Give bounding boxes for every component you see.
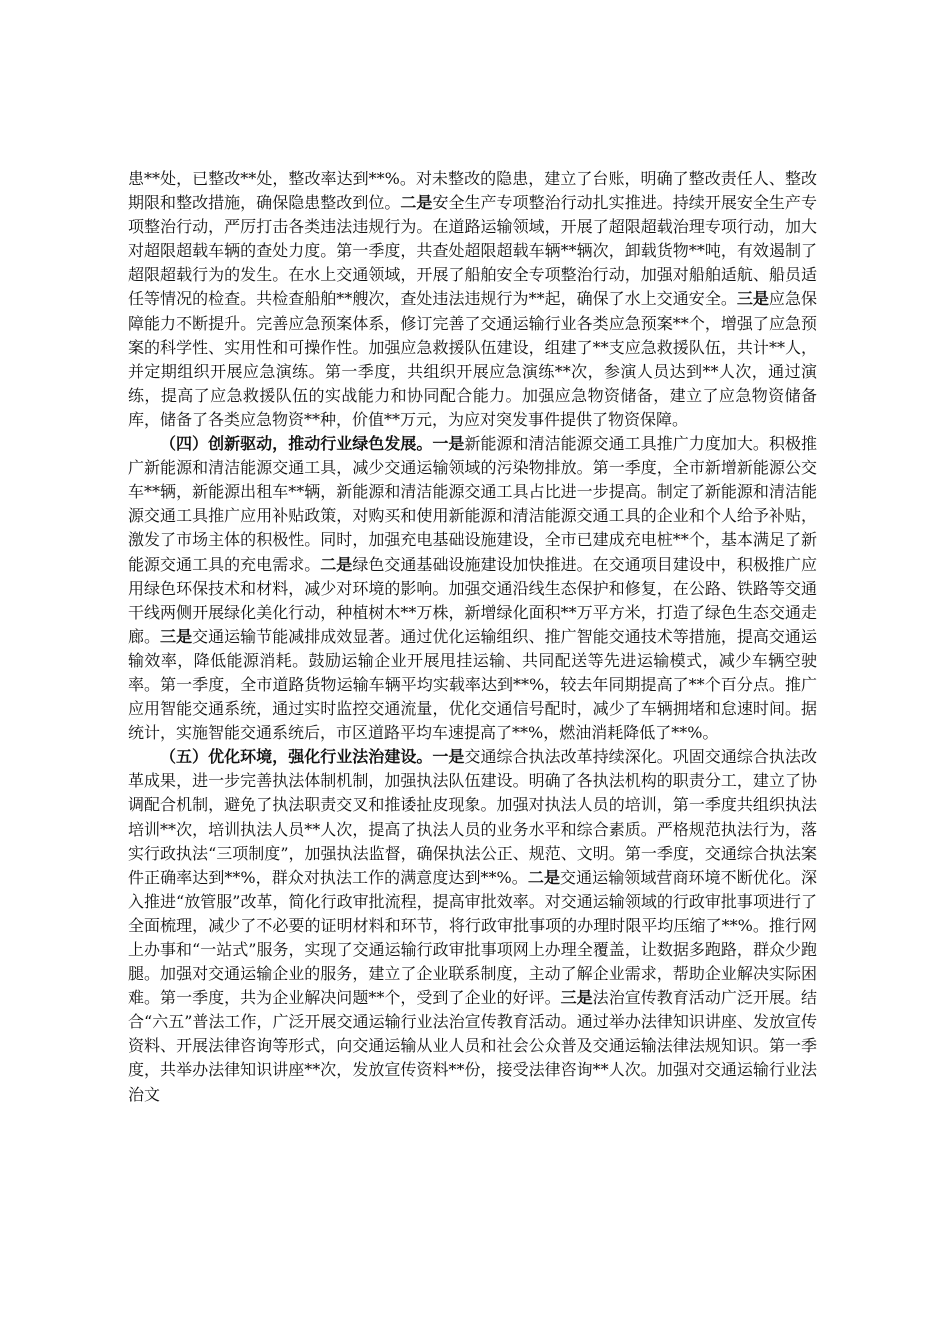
text-run: 交通运输领域营商环境不断优化。深入推进“放管服”改革，简化行政审批流程，提高审批效率。对交通运输领域的行政审批事项进行了全面梳理，减少了不必要的证明材料和环节，将行政审批事项的办理时限平均压缩了**%。推行网上办事和“一站式”服务，实现了交通运输行政审批事项网上办理全覆盖，让数据多跑路，群众少跑腿。加强对交通运输企业的服务，建立了企业联系制度，主动了解企业需求，帮助企业解决实际困难。第一季度，共为企业解决问题**个，受到了企业的好评。 xyxy=(128,867,817,1008)
text-run: 法治宣传教育活动广泛开展。结合“六五”普法工作，广泛开展交通运输行业法治宣传教育活动。通过举办法律知识讲座、发放宣传资料、开展法律咨询等形式，向交通运输从业人员和社会公众普及交通运输法律法规知识。第一季度，共举办法律知识讲座**次，发放宣传资料**份，接受法律咨询**人次。加强对交通运输行业法治文 xyxy=(128,988,817,1104)
paragraph-2 xyxy=(128,432,817,745)
bold-text-run: 三是 xyxy=(560,988,593,1008)
bold-text-run: 三是 xyxy=(736,289,769,309)
text-run: 应急保障能力不断提升。完善应急预案体系，修订完善了交通运输行业各类应急预案**个，增强了应急预案的科学性、实用性和可操作性。加强应急救援队伍建设，组建了**支应急救援队伍，共计**人，并定期组织开展应急演练。第一季度，共组织开展应急演练**次，参演人员达到**人次，通过演练，提高了应急救援队伍的实战能力和协同配合能力。加强应急物资储备，建立了应急物资储备库，储备了各类应急物资**种，价值**万元，为应对突发事件提供了物资保障。 xyxy=(128,289,817,429)
text-run: 安全生产专项整治行动扎实推进。持续开展安全生产专项整治行动，严厉打击各类违法违规行为。在道路运输领域，开展了超限超载治理专项行动，加大对超限超载车辆的查处力度。第一季度，共查处超限超载车辆**辆次，卸载货物**吨，有效遏制了超限超载行为的发生。在水上交通领域，开展了船舶安全专项整治行动，加强对船舶适航、船员适任等情况的检查。共检查船舶**艘次，查处违法违规行为**起，确保了水上交通安全。 xyxy=(128,193,817,309)
document-body xyxy=(128,167,817,1107)
bold-text-run: （四）创新驱动，推动行业绿色发展。 xyxy=(160,434,433,454)
bold-text-run: 三是 xyxy=(160,626,193,646)
text-run: 新能源和清洁能源交通工具推广力度加大。积极推广新能源和清洁能源交通工具，减少交通运输领域的污染物排放。第一季度，全市新增新能源公交车**辆，新能源出租车**辆，新能源和清洁能源交通工具占比进一步提高。制定了新能源和清洁能源交通工具推广应用补贴政策，对购买和使用新能源和清洁能源交通工具的企业和个人给予补贴，激发了市场主体的积极性。同时，加强充电基础设施建设，全市已建成充电桩**个，基本满足了新能源交通工具的充电需求。 xyxy=(128,434,817,574)
text-run: 患**处，已整改**处，整改率达到**%。对未整改的隐患，建立了台账，明确了整改责任人、整改期限和整改措施，确保隐患整改到位。 xyxy=(128,169,817,213)
paragraph-3 xyxy=(128,745,817,1106)
bold-text-run: 一是 xyxy=(432,747,465,767)
bold-text-run: 一是 xyxy=(432,434,465,454)
bold-text-run: 二是 xyxy=(400,193,433,213)
bold-text-run: 二是 xyxy=(527,867,561,887)
text-run: 绿色交通基础设施建设加快推进。在交通项目建设中，积极推广应用绿色环保技术和材料，减少对环境的影响。加强交通沿线生态保护和修复，在公路、铁路等交通干线两侧开展绿化美化行动，种植树木**万株，新增绿化面积**万平方米，打造了绿色生态交通走廊。 xyxy=(128,554,817,646)
bold-text-run: 二是 xyxy=(320,554,353,574)
text-run: 交通综合执法改革持续深化。巩固交通综合执法改革成果，进一步完善执法体制机制，加强执法队伍建设。明确了各执法机构的职责分工，建立了协调配合机制，避免了执法职责交叉和推诿扯皮现象。加强对执法人员的培训，第一季度共组织执法培训**次，培训执法人员**人次，提高了执法人员的业务水平和综合素质。严格规范执法行为，落实行政执法“三项制度”，加强执法监督，确保执法公正、规范、文明。第一季度，交通综合执法案件正确率达到**%，群众对执法工作的满意度达到**%。 xyxy=(128,747,817,887)
text-run: 交通运输节能减排成效显著。通过优化运输组织、推广智能交通技术等措施，提高交通运输效率，降低能源消耗。鼓励运输企业开展甩挂运输、共同配送等先进运输模式，减少车辆空驶率。第一季度，全市道路货物运输车辆平均实载率达到**%，较去年同期提高了**个百分点。推广应用智能交通系统，通过实时监控交通流量，优化交通信号配时，减少了车辆拥堵和怠速时间。据统计，实施智能交通系统后，市区道路平均车速提高了**%，燃油消耗降低了**%。 xyxy=(128,626,817,743)
bold-text-run: （五）优化环境，强化行业法治建设。 xyxy=(160,747,433,767)
paragraph-1 xyxy=(128,167,817,432)
